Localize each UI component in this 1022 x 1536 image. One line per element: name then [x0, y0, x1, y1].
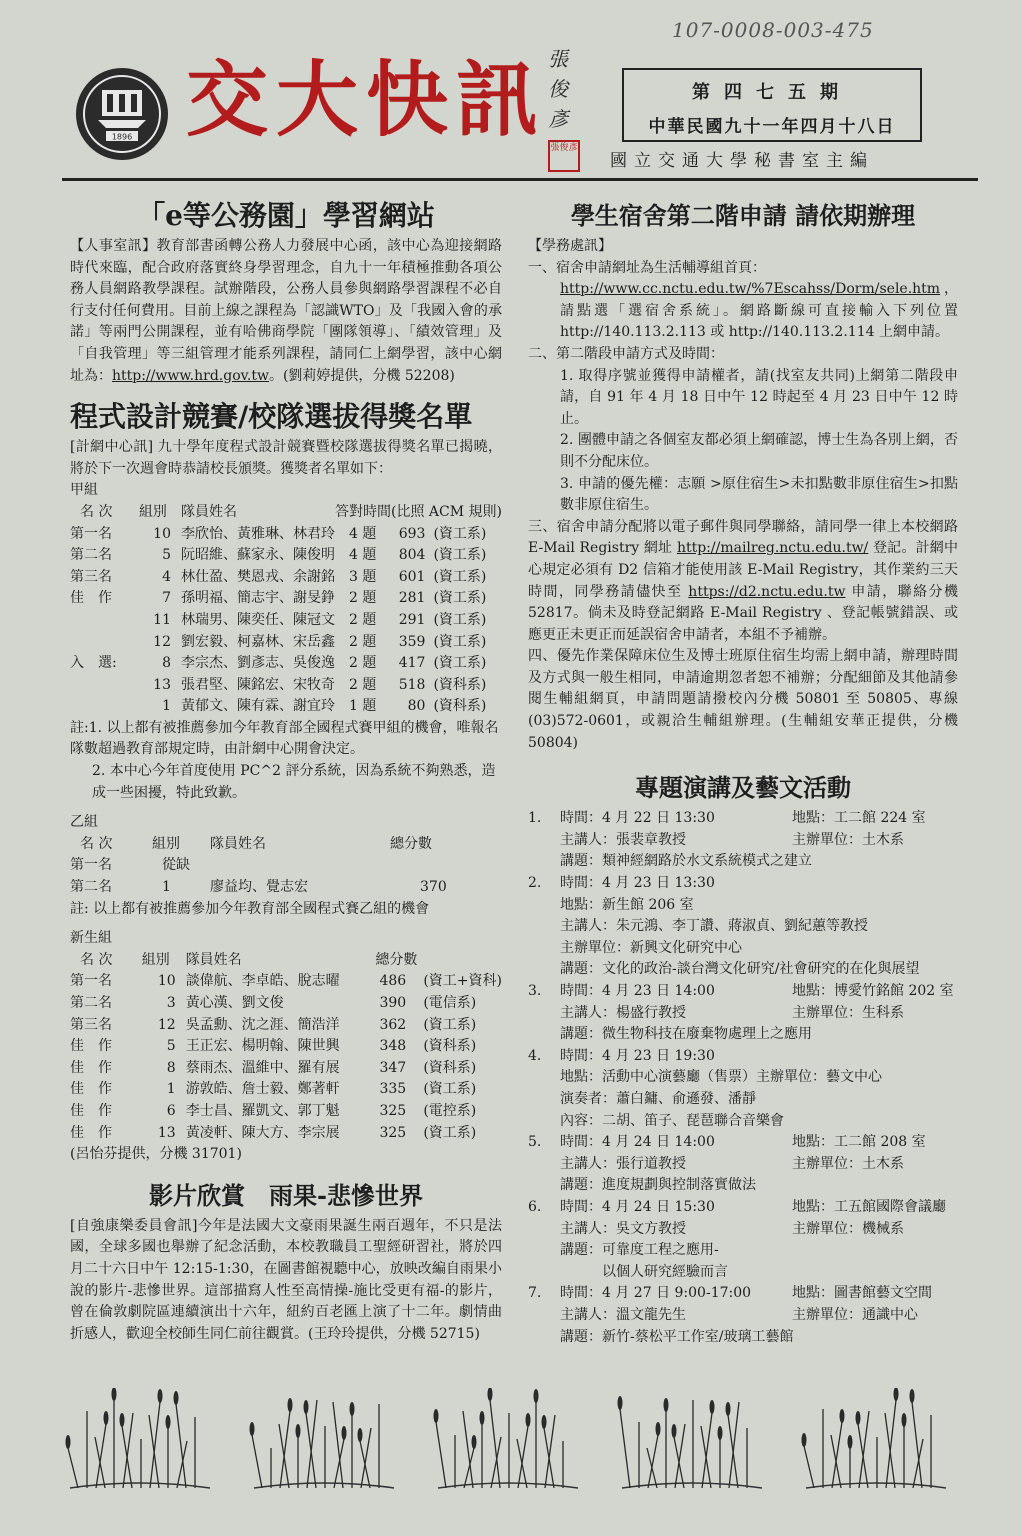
group-new-table: [70, 950, 502, 1144]
table-row: 13 張君堅、陳銘宏、宋牧奇 2 題 518 (資科系): [153, 676, 487, 693]
table-header: 名 次 組別 隊員姓名 總分數: [80, 835, 432, 852]
table-row: 佳 作 6 李士昌、羅凱文、郭丁魁 325 (電控系): [70, 1102, 477, 1119]
event-item: [528, 1132, 958, 1197]
table-row: 佳 作 1 游敦皓、詹士毅、鄭著軒 335 (資工系): [70, 1081, 477, 1098]
university-logo: [76, 68, 168, 160]
event-line: 3. 時間：4 月 23 日 14:00 地點：博愛竹銘館 202 室: [528, 983, 954, 999]
table-row: 第二名 5 阮昭維、蘇家永、陳俊明 4 題 804 (資工系): [70, 547, 487, 564]
right-column: [528, 196, 958, 1348]
event-line: 4. 時間：4 月 23 日 19:30: [528, 1047, 715, 1064]
event-item: [528, 1046, 958, 1132]
article-title: 程式設計競賽/校隊選拔得獎名單: [70, 400, 473, 434]
article-title: 「e等公務園」學習網站: [137, 199, 435, 232]
article-title: 學生宿舍第二階申請 請依期辦理: [570, 201, 916, 230]
event-line: 主辦單位：新興文化研究中心: [560, 939, 742, 956]
group-label: 乙組: [70, 814, 98, 831]
group-label: 甲組: [70, 482, 98, 499]
table-header: 名 次 組別 隊員姓名 總分數: [80, 951, 418, 968]
article-source: 【學務處訊】: [528, 238, 612, 254]
header-divider: [62, 178, 978, 181]
dorm-link[interactable]: http://www.cc.nctu.edu.tw/%7Escahss/Dorm/sele.htm: [560, 281, 941, 298]
logo-year: 1896: [111, 132, 133, 142]
event-line: 主講人：張行道教授 主辦單位：土木系: [560, 1155, 904, 1172]
group-a-table: [70, 502, 502, 718]
footnote: 註: 以上都有被推薦參加今年教育部全國程式賽乙組的機會: [70, 900, 430, 917]
events-list: [528, 808, 958, 1348]
article-title: 影片欣賞 雨果-悲慘世界: [149, 1180, 423, 1210]
issue-number: 第四七五期: [692, 82, 852, 103]
table-row: 第一名 從缺: [70, 857, 190, 874]
dorm-section-2: 二、第二階段申請方式及時間： 1. 取得序號並獲得申請權者，請(找室友共同)上網第二階段申請，自 91 年 4 月 18 日中午 12 時起至 4 月 23 日中午 12 時止。 2. 團體申請之各個室友都必須上網確認，博士生為各別上網，否則不分配床位。 3. 申請的優先權：志願 >原住宿生>未扣點數非原住宿生>扣點數非原住宿生。: [528, 345, 958, 514]
event-line: 主講人：朱元鴻、李丁讚、蔣淑貞、劉紀蕙等教授: [560, 918, 868, 935]
event-line: 講題：類神經網路於水文系統模式之建立: [560, 853, 812, 870]
article-body: [自強康樂委員會訊]今年是法國大文豪雨果誕生兩百週年，不只是法國，全球多國也舉辦了紀念活動，本校教職員工聖經研習社，將於四月二十六日中午 12:15-1:30，在圖書館視聽中心，放映改編自雨果小說的影片-悲慘世界。這部描寫人性至高情操-施比受更有福-的影片，曾在倫敦劇院區連續演出十六年，紐約百老匯上演了十二年。劇情曲折感人，歡迎全校師生同仁前往觀賞。(王玲玲提供，分機 52715): [70, 1217, 502, 1342]
event-line: 主講人：吳文方教授 主辦單位：機械系: [560, 1220, 904, 1237]
event-line: 2. 時間：4 月 23 日 13:30: [528, 875, 715, 892]
grass-cluster: [434, 1388, 579, 1488]
table-row: 第二名 1 廖益均、覺志宏 370: [70, 879, 447, 896]
table-row: 11 林瑞男、陳奕任、陳冠文 2 題 291 (資工系): [153, 611, 487, 628]
table-row: 佳 作 7 孫明福、簡志宇、謝旻錚 2 題 281 (資工系): [70, 590, 487, 607]
event-item: [528, 1197, 958, 1283]
article-title: 專題演講及藝文活動: [635, 773, 851, 803]
event-item: [528, 1283, 958, 1348]
calligraphy-signature: 張俊彥: [548, 47, 568, 131]
mailreg-link[interactable]: http://mailreg.nctu.edu.tw/: [676, 540, 869, 557]
event-line: 地點：活動中心演藝廳（售票）主辦單位：藝文中心: [560, 1069, 882, 1086]
dorm-section-1: 一、宿舍申請網址為生活輔導組首頁： http://www.cc.nctu.edu.tw/%7Escahss/Dorm/sele.htm，請點選「選宿舍系統」。網路斷線可直接輸入下列位置http://140.113.2.113 或 http://140.113.2.114 上網申請。: [528, 259, 958, 341]
table-header: 名 次 組別 隊員姓名 答對時間(比照 ACM 規則): [80, 503, 502, 520]
event-line: 以個人研究經驗而言: [560, 1263, 728, 1280]
event-line: 內容：二胡、笛子、琵琶聯合音樂會: [560, 1112, 784, 1129]
publisher-line: 國立交通大學秘書室主編: [610, 151, 874, 171]
event-line: 7. 時間：4 月 27 日 9:00-17:00 地點：圖書館藝文空間: [528, 1285, 932, 1302]
event-line: 講題：進度規劃與控制落實做法: [560, 1177, 756, 1194]
event-item: [528, 873, 958, 981]
table-row: 第三名 4 林仕盈、樊恩戎、余謝銘 3 題 601 (資工系): [70, 568, 487, 585]
event-line: 講題：可靠度工程之應用-: [560, 1242, 719, 1259]
event-item: [528, 981, 958, 1046]
table-row: 佳 作 5 王正宏、楊明翰、陳世興 348 (資科系): [70, 1038, 477, 1055]
event-line: 講題：文化的政治-談台灣文化研究/社會研究的在化與展望: [560, 961, 920, 978]
event-line: 地點：新生館 206 室: [560, 896, 694, 913]
footnote: 2. 本中心今年首度使用 PC^2 評分系統，因為系統不夠熟悉，造成一些困擾，特此致歉。: [92, 763, 496, 801]
table-row: 第一名 10 李欣怡、黃雅琳、林君玲 4 題 693 (資工系): [70, 525, 487, 542]
logo-emblem-icon: [76, 68, 168, 160]
article-body: 【人事室訊】教育部書函轉公務人力發展中心函，該中心為迎接網路時代來臨，配合政府落實終身學習理念，自九十一年積極推動各項公務人員網路教學課程。試辦階段，公務人員參與網路學習課程不必自行支付任何費用。目前上線之課程為「認識WTO」及「我國入會的承諾」等兩門公開課程，並有哈佛商學院「團隊領導」、「績效管理」及「自我管理」等三組管理才能系列課程，請同仁上網學習，該中心網址為：http://www.hrd.gov.tw。(劉莉婷提供，分機 52208): [70, 238, 502, 384]
table-row: 12 劉宏毅、柯嘉林、宋岳鑫 2 題 359 (資工系): [153, 633, 487, 650]
event-line: 1. 時間：4 月 22 日 13:30 地點：工二館 224 室: [528, 810, 926, 827]
event-line: 主講人：楊盛行教授 主辦單位：生科系: [560, 1004, 904, 1021]
masthead-title: 交大快訊: [186, 52, 547, 148]
left-column: [70, 196, 502, 1345]
red-seal-stamp: 張俊彥: [548, 140, 580, 172]
issue-date: 中華民國九十一年四月十八日: [648, 117, 896, 137]
table-row: 佳 作 8 蔡雨杰、溫維中、羅有展 347 (資科系): [70, 1059, 477, 1076]
table-row: 第三名 12 吳孟勳、沈之涯、簡浩洋 362 (資工系): [70, 1016, 477, 1033]
event-line: 演奏者：蕭白鏞、俞遜發、潘靜: [560, 1090, 756, 1107]
dorm-section-3: 三、宿舍申請分配將以電子郵件與同學聯絡，請同學一律上本校網路 E-Mail Registry 網址 http://mailreg.nctu.edu.tw/ 登記。計網中心規定必須有 D2 信箱才能使用該 E-Mail Registry，其作業約三天時間，同學務請儘快至 https://d2.nctu.edu.tw 申請，聯絡分機 52817。倘未及時登記網路 E-Mail Registry 、登記帳號錯誤、或應更正未更正而延誤宿舍申請者，本組不予補辦。: [528, 518, 958, 643]
d2-link[interactable]: https://d2.nctu.edu.tw: [688, 583, 846, 600]
group-label: 新生組: [70, 930, 112, 947]
table-row: 第二名 3 黃心漢、劉文俊 390 (電信系): [70, 995, 477, 1011]
grass-cluster: [618, 1396, 763, 1488]
article-intro: [計網中心訊] 九十學年度程式設計競賽暨校隊選拔得獎名單已揭曉，將於下一次週會時恭請校長頒獎。獲獎者名單如下：: [70, 439, 502, 477]
issue-box: [622, 68, 922, 142]
event-line: 主講人：溫文龍先生 主辦單位：通識中心: [560, 1306, 918, 1323]
grass-cluster: [66, 1388, 211, 1488]
hrd-link[interactable]: http://www.hrd.gov.tw: [112, 367, 269, 384]
event-line: 主講人：張裴章教授 主辦單位：土木系: [560, 831, 904, 848]
grass-cluster: [250, 1398, 395, 1488]
event-item: [528, 808, 958, 873]
handwritten-archive-number: 107-0008-003-475: [672, 18, 874, 42]
table-row: 入 選: 8 李宗杰、劉彥志、吳俊逸 2 題 417 (資工系): [70, 655, 487, 672]
table-row: 1 黃郁文、陳有霖、謝宜玲 1 題 80 (資科系): [162, 698, 487, 715]
event-line: 6. 時間：4 月 24 日 15:30 地點：工五館國際會議廳: [528, 1198, 946, 1215]
footnote: 註:1. 以上都有被推薦參加今年教育部全國程式賽甲組的機會，唯報名隊數超過教育部規定時，由計網中心開會決定。: [70, 719, 499, 758]
decorative-grass-illustration: [50, 1388, 972, 1508]
credit-line: (呂怡芬提供，分機 31701): [70, 1146, 242, 1163]
dorm-section-4: 四、優先作業保障床位生及博士班原住宿生均需上網申請，辦理時間及方式與一般生相同，申請逾期忽者恕不補辦；分配細節及其他請參閱生輔組網頁，申請問題請撥校內分機 50801 至 50805、專線(03)572-0601，或親洽生輔組辦理。(生輔組安華正提供，分機 50804): [528, 648, 958, 751]
group-b-table: [70, 834, 502, 899]
event-line: 講題：微生物科技在廢棄物處理上之應用: [560, 1026, 812, 1043]
table-row: 佳 作 13 黃凌軒、陳大方、李宗展 325 (資工系): [70, 1124, 477, 1141]
event-line: 講題：新竹-蔡松平工作室/玻璃工藝館: [560, 1328, 794, 1345]
event-line: 5. 時間：4 月 24 日 14:00 地點：工二館 208 室: [528, 1134, 926, 1151]
table-row: 第一名 10 談偉航、李卓皓、脫志曜 486 (資工+資科): [70, 973, 502, 990]
grass-cluster: [802, 1388, 947, 1488]
